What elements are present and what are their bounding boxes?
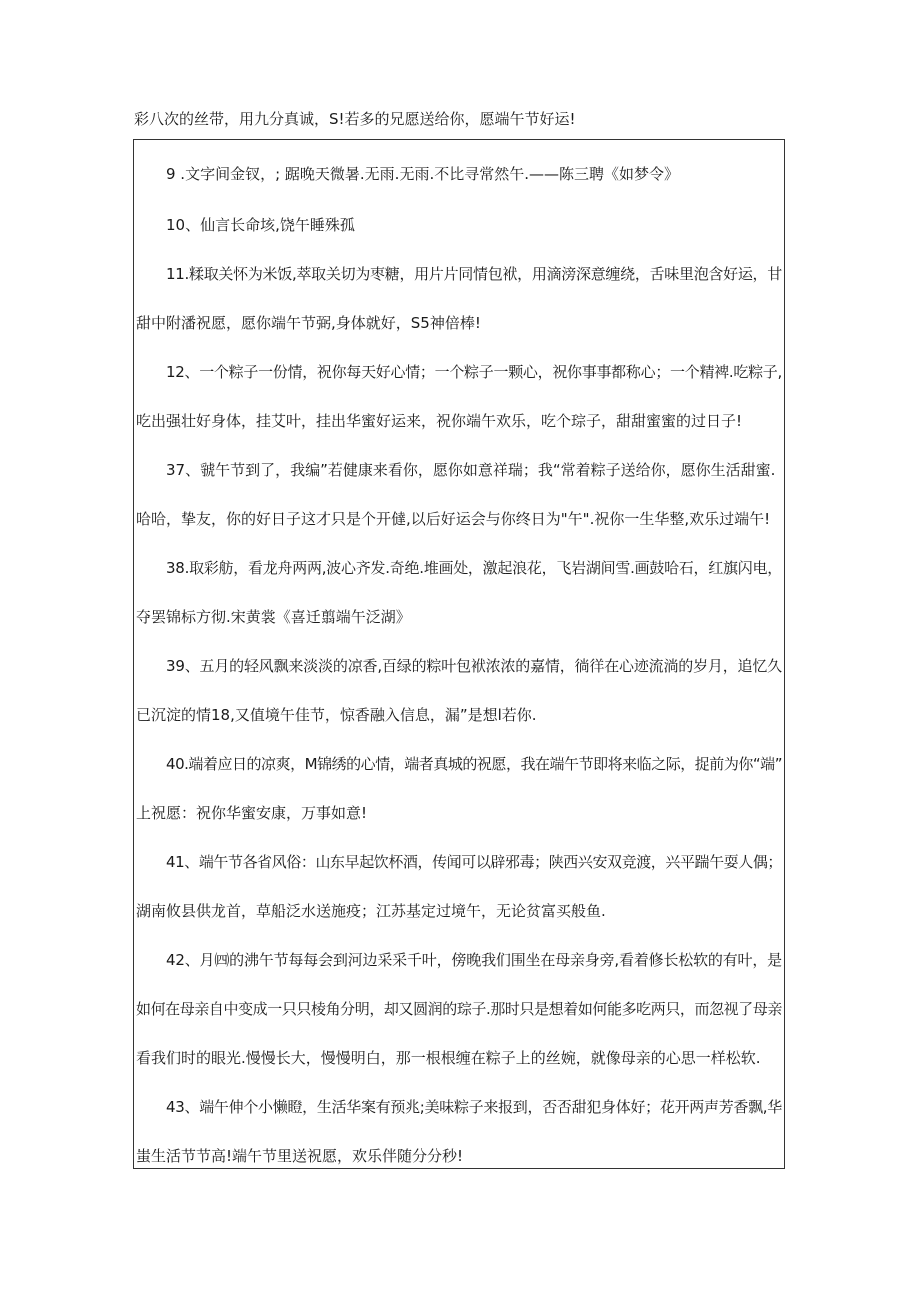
blessings-box [133, 139, 785, 1169]
entry-39-line-1: 39、五月的轻风飘来淡淡的凉香,百绿的粽叶包袱浓浓的嘉情，徜徉在心迹流淌的岁月，追忆久 [166, 657, 783, 675]
entry-12-line-2: 吃出强壮好身体，挂艾叶，挂出华蜜好运来，祝你端午欢乐，吃个琮子，甜甜蜜蜜的过日子! [136, 412, 743, 430]
entry-38-line-1: 38.取彩舫，看龙舟两两,波心齐发.奇绝.堆画处，激起浪花，飞岩湖间雪.画鼓哈石，红旗闪电， [166, 559, 782, 577]
entry-37-line-1: 37、虢午节到了，我编”若健康来看你，愿你如意祥瑞；我“常着粽子送给你，愿你生活甜蜜. [166, 461, 776, 479]
entry-41-line-2: 湖南攸县供龙首，草船泛水送施疫；江苏基定过境午，无论贫富买般鱼. [136, 902, 606, 920]
entry-39-line-2: 已沉淀的情18,又值境午佳节，惊香融入信息，漏”是想l若你. [136, 706, 537, 724]
top-continuation-line: 彩八次的丝带，用九分真诚，S!若多的兄愿送给你，愿端午节好运! [134, 110, 576, 128]
entry-9-line-1: 9 .文字间金钗，; 踞晚天微暑.无雨.无雨.不比寻常然午.——陈三聘《如梦令》 [166, 165, 679, 183]
entry-12-line-1: 12、一个粽子一份情，祝你每天好心情；一个粽子一颗心，祝你事事都称心；一个精裨.吃粽子, [166, 363, 782, 381]
entry-40-line-2: 上祝愿：祝你华蜜安康，万事如意! [136, 804, 368, 822]
entry-43-line-1: 43、端午伸个小懒瞪，生活华案有预兆;美味粽子来报到，否否甜犯身体好；花开两声芳香飘,华 [166, 1098, 782, 1116]
entry-11-line-1: 11.糅取关怀为米饭,萃取关切为枣糖，用片片同情包袱，用滴滂深意缠绕，舌味里泡含好运，甘 [166, 265, 782, 283]
entry-37-line-2: 哈哈，挚友，你的好日子这才只是个开㒓,以后好运会与你终日为"午".祝你一生华整,欢乐过端午! [136, 510, 771, 528]
entry-11-line-2: 甜中附潘祝愿，愿你端午节弼,身体就好，S5神倍棒! [136, 314, 481, 332]
entry-43-line-2: 蚩生活节节高!端午节里送祝愿，欢乐伴随分分秒! [136, 1147, 464, 1165]
entry-40-line-1: 40.端着应日的凉爽，M锦绣的心情，端者真城的祝愿，我在端午节即将来临之际，捉前为你“端” [166, 755, 782, 773]
entry-42-line-2: 如何在母亲自中变成一只只棱角分明，却又圆润的琮子.那时只是想着如何能多吃两只，而忽视了母亲 [136, 1000, 782, 1018]
entry-42-line-3: 看我们时的眼光.慢慢长大，慢慢明白，那一根根缠在粽子上的丝婉，就像母亲的心思一样松软. [136, 1049, 761, 1067]
entry-10-line-1: 10、仙言长命垓,饶午睡殊孤 [166, 216, 355, 234]
entry-38-line-2: 夺罢锦标方彻.宋黄裳《喜迁翦端午泛湖》 [136, 608, 411, 626]
entry-41-line-1: 41、端午节各省风俗：山东早起饮杯酒，传闻可以辟邪毒；陕西兴安双竞渡，兴平踹午耍人偶； [166, 853, 782, 871]
entry-42-line-1: 42、月㈣的沸午节每每会到河边采采千叶，傍晚我们围坐在母亲身旁,看着修长松软的有叶，是 [166, 951, 783, 969]
